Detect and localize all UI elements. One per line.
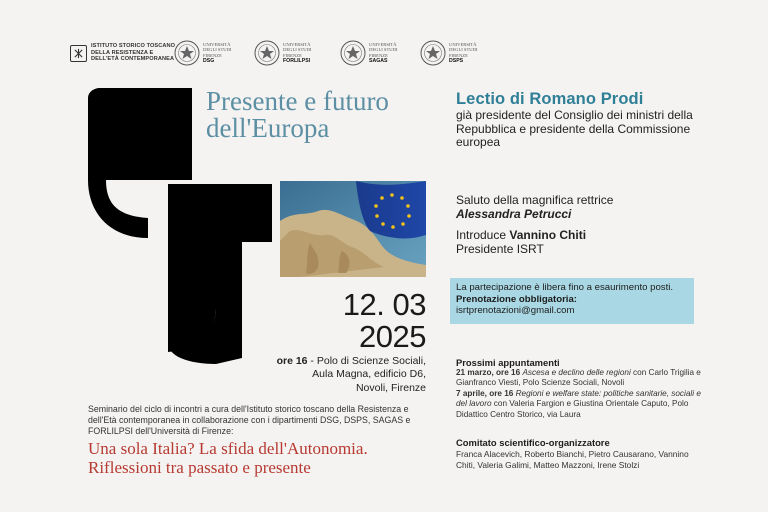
isrt-line: ISTITUTO STORICO TOSCANO xyxy=(91,43,176,50)
uni-line: DEGLI STUDI xyxy=(283,47,312,53)
uni-line: FIRENZE xyxy=(203,52,222,58)
registration-text: La partecipazione è libera fino a esaurimento posti. xyxy=(456,282,674,293)
lectio-heading: Lectio di Romano Prodi xyxy=(456,90,644,108)
introducer-name: Vannino Chiti xyxy=(509,228,587,242)
department-label: DSPS xyxy=(449,57,464,64)
uni-line: FIRENZE xyxy=(369,52,388,58)
department-label: SAGAS xyxy=(369,57,388,64)
speaker-role: già presidente del Consiglio dei ministri della Repubblica e presidente della Commissione europea xyxy=(456,108,693,150)
appointment-title: Ascesa e declino delle regioni xyxy=(522,368,631,377)
greeting-prefix: Saluto della magnifica rettrice xyxy=(456,193,614,207)
isrt-line: DELL'ETÀ CONTEMPORANEA xyxy=(91,56,175,63)
event-place xyxy=(250,355,426,395)
introduction xyxy=(456,228,586,256)
place-line: Novoli, Firenze xyxy=(355,381,426,394)
appointment-title: Regioni e welfare state: politiche sanitarie, sociali e del lavoro xyxy=(456,389,701,409)
appointment-details: con Carlo Trigilia e Gianfranco Viesti, Polo Scienze Sociali, Novoli xyxy=(456,368,701,388)
uni-line: UNIVERSITÀ xyxy=(283,42,311,48)
event-title xyxy=(206,88,389,142)
university-seal-icon xyxy=(340,40,366,66)
department-label: DSG xyxy=(203,57,215,64)
university-seal-icon xyxy=(174,40,200,66)
unifi-forlilpsi-logo xyxy=(254,38,311,68)
university-seal-icon xyxy=(254,40,280,66)
uni-line: FIRENZE xyxy=(283,52,302,58)
appointment-details: con Valeria Fargion e Giustina Orientale Caputo, Polo Didattico Centro Storico, via Laura xyxy=(456,399,689,419)
isrt-line: DELLA RESISTENZA E xyxy=(91,49,154,56)
title-line: Presente e futuro xyxy=(206,86,389,116)
intro-prefix: Introduce xyxy=(456,228,510,242)
seminar-subtitle xyxy=(88,440,448,477)
rector-name: Alessandra Petrucci xyxy=(456,207,572,221)
uni-line: FIRENZE xyxy=(449,52,468,58)
europe-flag-image xyxy=(280,181,426,277)
upcoming-title: Prossimi appuntamenti xyxy=(456,357,560,368)
place-line: Aula Magna, edificio D6, xyxy=(312,368,426,381)
upcoming-item xyxy=(456,389,706,420)
university-seal-icon xyxy=(420,40,446,66)
logo-bar xyxy=(70,38,490,68)
registration-required: Prenotazione obbligatoria: xyxy=(456,293,577,305)
appointment-date: 21 marzo, ore 16 xyxy=(456,368,521,377)
unifi-dsg-logo xyxy=(174,38,231,68)
registration-box xyxy=(450,278,694,324)
unifi-sagas-logo xyxy=(340,38,397,68)
uni-line: DEGLI STUDI xyxy=(449,47,478,53)
committee-members: Franca Alacevich, Roberto Bianchi, Pietro Causarano, Vannino Chiti, Valeria Galimi, Matteo Mazzoni, Irene Stolzi xyxy=(456,449,689,470)
upcoming-item xyxy=(456,368,706,389)
appointment-date: 7 aprile, ore 16 xyxy=(456,389,514,398)
date-day-month: 12. 03 xyxy=(342,287,426,322)
europe-map-icon xyxy=(280,181,426,277)
uni-line: UNIVERSITÀ xyxy=(449,42,477,48)
uni-line: UNIVERSITÀ xyxy=(369,42,397,48)
introducer-role: Presidente ISRT xyxy=(456,242,544,256)
department-label: FORLILPSI xyxy=(283,57,311,64)
greeting xyxy=(456,193,613,221)
unifi-dsps-logo xyxy=(420,38,477,68)
subtitle-line: Riflessioni tra passato e presente xyxy=(88,457,311,477)
isrt-logo xyxy=(70,38,175,68)
registration-email[interactable]: isrtprenotazioni@gmail.com xyxy=(456,305,575,317)
uni-line: UNIVERSITÀ xyxy=(203,42,231,48)
isrt-emblem-icon xyxy=(70,45,87,62)
title-line: dell'Europa xyxy=(206,113,330,143)
uni-line: DEGLI STUDI xyxy=(369,47,398,53)
series-intro: Seminario del ciclo di incontri a cura dell'Istituto storico toscano della Resistenza e dell'Età contemporanea in collaborazione con i dipartimenti DSG, DSPS, SAGAS e FORLILPSI dell'Università di Firenze: xyxy=(88,404,411,436)
event-time: ore 16 xyxy=(276,355,308,367)
place-line: - Polo di Scienze Sociali, xyxy=(307,355,426,367)
date-year: 2025 xyxy=(359,319,426,354)
uni-line: DEGLI STUDI xyxy=(203,47,232,53)
subtitle-line: Una sola Italia? La sfida dell'Autonomia. xyxy=(88,439,368,458)
event-date xyxy=(318,289,426,353)
committee-title: Comitato scientifico-organizzatore xyxy=(456,437,610,448)
